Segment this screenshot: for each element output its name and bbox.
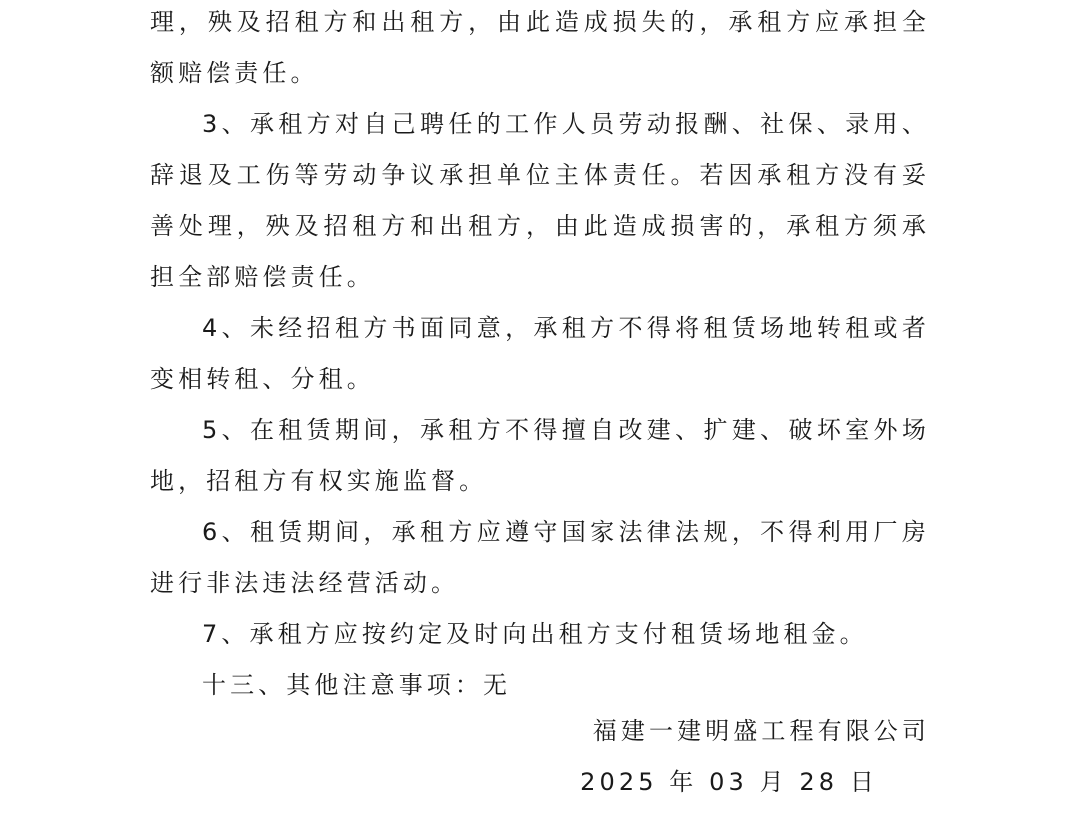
signature-block [580,706,930,808]
paragraph-clause-4: 4、未经招租方书面同意，承租方不得将租赁场地转租或者变相转租、分租。 [150,314,930,393]
paragraph-section-13: 十三、其他注意事项：无 [202,671,512,699]
paragraph-clause-7: 7、承租方应按约定及时向出租方支付租赁场地租金。 [202,620,868,648]
paragraph-clause-6: 6、租赁期间，承租方应遵守国家法律法规，不得利用厂房进行非法违法经营活动。 [150,518,930,597]
document-body [150,0,930,711]
paragraph-clause-3: 3、承租方对自己聘任的工作人员劳动报酬、社保、录用、辞退及工伤等劳动争议承担单位主体责任。若因承租方没有妥善处理，殃及招租方和出租方，由此造成损害的，承租方须承担全部赔偿责任。 [150,110,930,291]
signature-date: 2025 年 03 月 28 日 [580,768,878,796]
signature-company: 福建一建明盛工程有限公司 [592,717,930,745]
paragraph-clause-2-tail: 理，殃及招租方和出租方，由此造成损失的，承租方应承担全额赔偿责任。 [150,8,930,87]
paragraph-clause-5: 5、在租赁期间，承租方不得擅自改建、扩建、破坏室外场地，招租方有权实施监督。 [150,416,930,495]
